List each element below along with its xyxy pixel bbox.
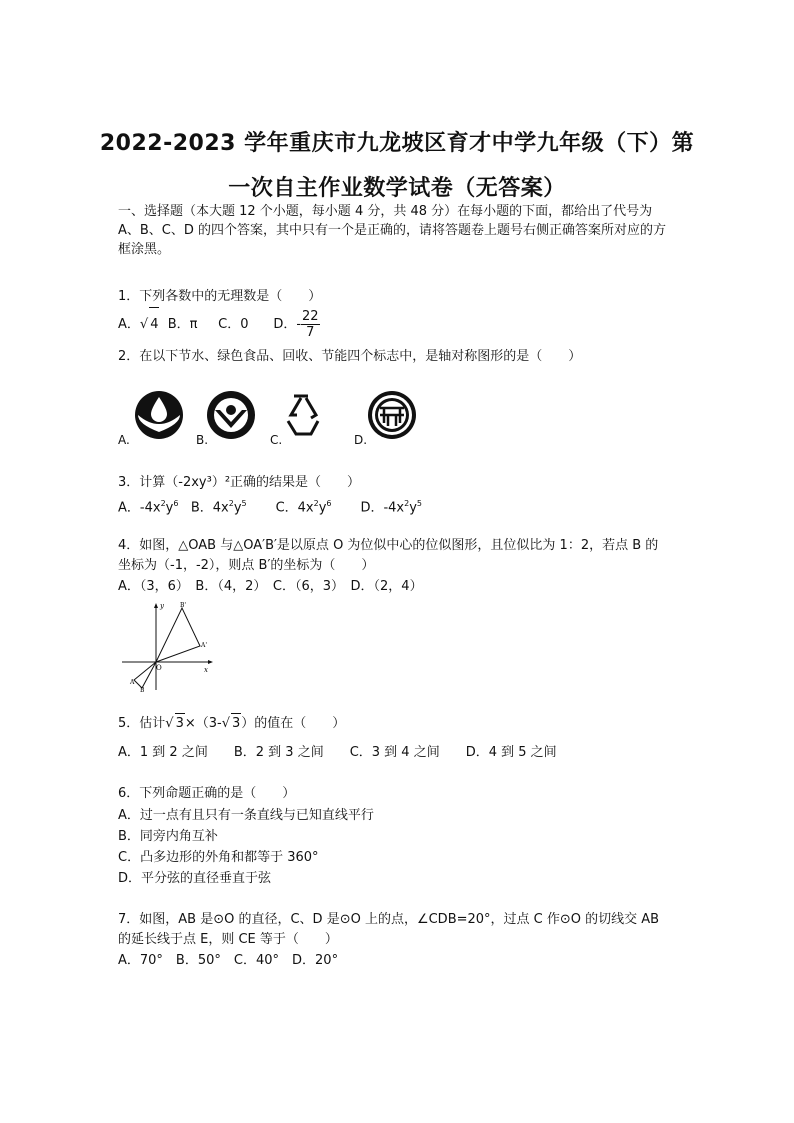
q6-stem: 6．下列命题正确的是（ ） (118, 786, 296, 801)
q4-big-triangle (156, 608, 200, 662)
q3-c-sup-x: 2 (313, 499, 319, 508)
q5-radicand-1: 3 (175, 713, 185, 733)
q3-a-sup-y: 6 (173, 499, 179, 508)
q2-label-c: C. (270, 433, 283, 447)
q5-prefix: 5．估计 (118, 716, 166, 731)
q6-option-c: C．凸多边形的外角和都等于 360° (118, 850, 319, 865)
section-instructions: 一、选择题（本大题 12 个小题，每小题 4 分，共 48 分）在每小题的下面，都给出了代号为 A、B、C、D 的四个答案，其中只有一个是正确的，请将答题卷上题号右侧正确答案所对应的方框涂黑。 (118, 204, 667, 257)
q7-stem-line-1: 7．如图，AB 是⊙O 的直径，C、D 是⊙O 上的点，∠CDB=20°，过点 C 作⊙O 的切线交 AB (118, 912, 660, 927)
q3-a-sup-x: 2 (160, 499, 166, 508)
q4-stem-line-2: 坐标为（-1，-2），则点 B′的坐标为（ ） (118, 558, 375, 573)
q4-label-b: B (140, 687, 145, 692)
q1-option-c: C．0 (218, 317, 249, 332)
q4-label-y: y (160, 602, 164, 610)
q3-options (118, 494, 422, 517)
q4-stem-line-1: 4．如图，△OAB 与△OA′B′是以原点 O 为位似中心的位似图形，且位似比为 1：2，若点 B 的 (118, 538, 659, 553)
q3-d-sup-y: 5 (416, 499, 423, 508)
q2-label-b: B. (196, 433, 209, 447)
q1-d-denominator: 7 (306, 325, 315, 340)
q1-options: A．√ 4 B．π C．0 D．- $\frac{22}{7}$ (118, 309, 319, 340)
energy-saving-logo-icon (368, 391, 416, 439)
q3-option-b-label: B．4x (190, 500, 229, 516)
q3-option-d-label: D．-4x (360, 500, 405, 516)
q3-option-a-label: A．-4x (118, 500, 161, 516)
q1-d-numerator: 22 (302, 309, 319, 324)
title-line-1: 2022-2023 学年重庆市九龙坡区育才中学九年级（下）第 (99, 131, 695, 156)
q1-stem: 1．下列各数中的无理数是（ ） (118, 289, 322, 304)
q2-label-a: A. (118, 433, 130, 447)
q1-option-d-fraction (301, 309, 320, 340)
q4-label-a-prime: A' (201, 642, 207, 649)
q3-d-y: y (409, 500, 417, 516)
q3-option-c-label: C．4x (275, 500, 314, 516)
q4-label-a: A (130, 679, 135, 686)
q3-b-y: y (233, 500, 242, 516)
q4-options: A．（3，6） B．（4，2） C．（6，3） D．（2，4） (118, 579, 423, 594)
water-saving-logo-icon (135, 391, 183, 439)
q3-a-y: y (165, 500, 174, 516)
q7-options: A．70° B．50° C．40° D．20° (118, 953, 339, 968)
title-line-2: 一次自主作业数学试卷（无答案） (228, 176, 566, 201)
q6-option-a: A．过一点有且只有一条直线与已知直线平行 (118, 808, 374, 823)
q3-c-y: y (318, 500, 327, 516)
q3-b-sup-y: 5 (241, 499, 247, 508)
q5-suffix: ）的值在（ ） (241, 716, 346, 731)
recycle-logo-icon (288, 396, 318, 434)
q5-mid: ×（3- (184, 716, 222, 731)
q4-label-o: O (156, 664, 162, 672)
q5-options: A．1 到 2 之间 B．2 到 3 之间 C．3 到 4 之间 D．4 到 5 之间 (118, 745, 557, 760)
q6-option-b: B．同旁内角互补 (118, 829, 218, 844)
q5-radicand-2: 3 (231, 713, 241, 733)
q3-stem: 3．计算（-2xy³）²正确的结果是（ ） (118, 475, 361, 490)
q4-figure (118, 600, 218, 692)
q7-stem-line-2: 的延长线于点 E，则 CE 等于（ ） (118, 932, 338, 947)
q1-option-b: B．π (167, 317, 198, 332)
q1-option-d-label: D．- (273, 317, 302, 332)
q4-label-x: x (204, 666, 208, 674)
q3-d-sup-x: 2 (404, 499, 410, 508)
q6-option-d: D．平分弦的直径垂直于弦 (118, 871, 272, 886)
q1-option-a-label: A． (118, 317, 140, 332)
q4-small-triangle (134, 662, 156, 688)
q1-option-a-radicand: 4 (149, 307, 159, 342)
q3-b-sup-x: 2 (228, 499, 234, 508)
q2-label-d: D. (354, 433, 368, 447)
q5-stem: 5．估计√ 3×（3-√ 3）的值在（ ） (118, 713, 345, 733)
q3-c-sup-y: 6 (326, 499, 332, 508)
q2-stem: 2．在以下节水、绿色食品、回收、节能四个标志中，是轴对称图形的是（ ） (118, 349, 582, 364)
green-food-logo-icon (207, 391, 255, 439)
q4-label-b-prime: B' (180, 602, 187, 609)
